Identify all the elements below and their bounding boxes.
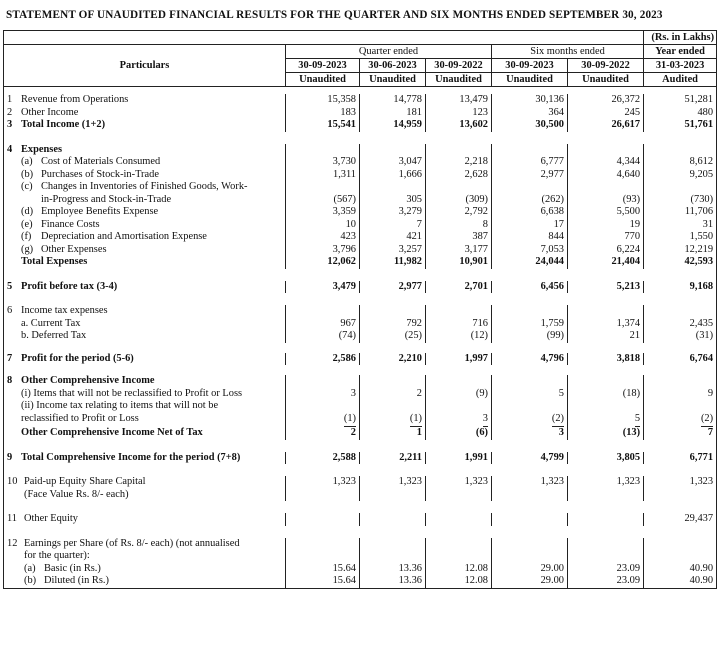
value-cell: (2) bbox=[492, 413, 568, 428]
row-label: (a) Cost of Materials Consumed bbox=[4, 156, 286, 169]
date-header: 30-09-2022 bbox=[426, 59, 492, 73]
value-cell: 23.09 bbox=[568, 563, 644, 576]
value-cell: 2,792 bbox=[426, 206, 492, 219]
value-cell: 3,479 bbox=[286, 281, 360, 294]
row-label: reclassified to Profit or Loss bbox=[4, 413, 286, 428]
value-cell: 421 bbox=[360, 231, 426, 244]
table-row bbox=[4, 427, 717, 440]
table-row bbox=[4, 318, 717, 331]
table-row bbox=[4, 244, 717, 257]
value-cell: 480 bbox=[644, 107, 717, 120]
value-cell: 3,796 bbox=[286, 244, 360, 257]
table-row bbox=[4, 330, 717, 343]
value-cell: 2,701 bbox=[426, 281, 492, 294]
value-cell: 40.90 bbox=[644, 575, 717, 588]
value-cell: 42,593 bbox=[644, 256, 717, 269]
table-row bbox=[4, 388, 717, 401]
value-cell: 6,777 bbox=[492, 156, 568, 169]
value-cell: 13.36 bbox=[360, 563, 426, 576]
value-cell: 29,437 bbox=[644, 513, 717, 526]
table-row bbox=[4, 452, 717, 465]
row-label: (b) Diluted (in Rs.) bbox=[4, 575, 286, 588]
value-cell: 6,456 bbox=[492, 281, 568, 294]
table-row bbox=[4, 563, 717, 576]
value-cell: 40.90 bbox=[644, 563, 717, 576]
value-cell: 2,977 bbox=[492, 169, 568, 182]
value-cell: 13.36 bbox=[360, 575, 426, 588]
value-cell: 1,311 bbox=[286, 169, 360, 182]
value-cell: 6,224 bbox=[568, 244, 644, 257]
value-cell bbox=[286, 513, 360, 526]
row-label: for the quarter): bbox=[4, 550, 286, 563]
row-label: b. Deferred Tax bbox=[4, 330, 286, 343]
value-cell: 844 bbox=[492, 231, 568, 244]
table-row bbox=[4, 550, 717, 563]
row-label: 1 Revenue from Operations bbox=[4, 94, 286, 107]
value-cell: 26,617 bbox=[568, 119, 644, 132]
value-cell: 3,177 bbox=[426, 244, 492, 257]
table-row bbox=[4, 144, 717, 157]
date-header: 30-06-2023 bbox=[360, 59, 426, 73]
value-cell bbox=[360, 513, 426, 526]
value-cell: 51,281 bbox=[644, 94, 717, 107]
value-cell: 3 bbox=[426, 413, 492, 428]
value-cell: 11,982 bbox=[360, 256, 426, 269]
table-row bbox=[4, 305, 717, 318]
value-cell bbox=[492, 513, 568, 526]
value-cell: 3 bbox=[492, 427, 568, 440]
status-header: Unaudited bbox=[360, 73, 426, 87]
value-cell: 51,761 bbox=[644, 119, 717, 132]
value-cell: 183 bbox=[286, 107, 360, 120]
value-cell: (2) bbox=[644, 413, 717, 428]
row-label: 11 Other Equity bbox=[4, 513, 286, 526]
row-label: (ii) Income tax relating to items that will not be bbox=[4, 400, 286, 413]
value-cell: 3,257 bbox=[360, 244, 426, 257]
value-cell: 716 bbox=[426, 318, 492, 331]
value-cell: 9,168 bbox=[644, 281, 717, 294]
value-cell: (31) bbox=[644, 330, 717, 343]
value-cell: (99) bbox=[492, 330, 568, 343]
value-cell: 4,344 bbox=[568, 156, 644, 169]
status-header: Audited bbox=[644, 73, 717, 87]
table-row bbox=[4, 413, 717, 428]
row-label: in-Progress and Stock-in-Trade bbox=[4, 194, 286, 207]
value-cell: 5,213 bbox=[568, 281, 644, 294]
table-row bbox=[4, 156, 717, 169]
value-cell: (13) bbox=[568, 427, 644, 440]
value-cell: 1,323 bbox=[492, 476, 568, 489]
value-cell: 19 bbox=[568, 219, 644, 232]
status-header: Unaudited bbox=[286, 73, 360, 87]
value-cell: 6,638 bbox=[492, 206, 568, 219]
value-cell: 29.00 bbox=[492, 575, 568, 588]
value-cell: 792 bbox=[360, 318, 426, 331]
table-row bbox=[4, 281, 717, 294]
row-label: 10 Paid-up Equity Share Capital bbox=[4, 476, 286, 489]
value-cell: 24,044 bbox=[492, 256, 568, 269]
table-row bbox=[4, 353, 717, 366]
value-cell: 10 bbox=[286, 219, 360, 232]
value-cell: (74) bbox=[286, 330, 360, 343]
value-cell: 123 bbox=[426, 107, 492, 120]
value-cell: 5 bbox=[568, 413, 644, 428]
date-header: 31-03-2023 bbox=[644, 59, 717, 73]
table-row bbox=[4, 256, 717, 269]
six-months-header: Six months ended bbox=[492, 45, 644, 59]
value-cell: 1,997 bbox=[426, 353, 492, 366]
value-cell: 245 bbox=[568, 107, 644, 120]
value-cell: 17 bbox=[492, 219, 568, 232]
value-cell: (9) bbox=[426, 388, 492, 401]
value-cell: 3,047 bbox=[360, 156, 426, 169]
value-cell: 1,323 bbox=[286, 476, 360, 489]
value-cell: 7,053 bbox=[492, 244, 568, 257]
row-label: 2 Other Income bbox=[4, 107, 286, 120]
table-row bbox=[4, 219, 717, 232]
value-cell: 1,374 bbox=[568, 318, 644, 331]
row-label: 12 Earnings per Share (of Rs. 8/- each) (not annualised bbox=[4, 538, 286, 551]
value-cell: 1,323 bbox=[644, 476, 717, 489]
value-cell: 1,550 bbox=[644, 231, 717, 244]
date-header: 30-09-2023 bbox=[492, 59, 568, 73]
statement-title: STATEMENT OF UNAUDITED FINANCIAL RESULTS FOR THE QUARTER AND SIX MONTHS ENDED SEPTEMBER 30, 2023 bbox=[6, 9, 663, 21]
value-cell: 31 bbox=[644, 219, 717, 232]
row-label: (Face Value Rs. 8/- each) bbox=[4, 489, 286, 502]
value-cell: 2,211 bbox=[360, 452, 426, 465]
value-cell: 30,136 bbox=[492, 94, 568, 107]
row-label: (a) Basic (in Rs.) bbox=[4, 563, 286, 576]
table-row bbox=[4, 575, 717, 588]
value-cell: 11,706 bbox=[644, 206, 717, 219]
value-cell: 2,218 bbox=[426, 156, 492, 169]
value-cell: 9,205 bbox=[644, 169, 717, 182]
value-cell: 3,730 bbox=[286, 156, 360, 169]
value-cell: 13,479 bbox=[426, 94, 492, 107]
row-label: (g) Other Expenses bbox=[4, 244, 286, 257]
table-row bbox=[4, 538, 717, 551]
value-cell: 5,500 bbox=[568, 206, 644, 219]
value-cell: 2,435 bbox=[644, 318, 717, 331]
table-row bbox=[4, 107, 717, 120]
table-row bbox=[4, 400, 717, 413]
value-cell: 1,323 bbox=[568, 476, 644, 489]
value-cell: 1,666 bbox=[360, 169, 426, 182]
row-label: 7 Profit for the period (5-6) bbox=[4, 353, 286, 366]
value-cell: 181 bbox=[360, 107, 426, 120]
value-cell: 2,210 bbox=[360, 353, 426, 366]
row-label: Total Expenses bbox=[4, 256, 286, 269]
value-cell: 3 bbox=[286, 388, 360, 401]
value-cell: 2,628 bbox=[426, 169, 492, 182]
value-cell: (6) bbox=[426, 427, 492, 440]
table-row bbox=[4, 513, 717, 526]
value-cell: 2 bbox=[286, 427, 360, 440]
value-cell: 14,778 bbox=[360, 94, 426, 107]
year-ended-header: Year ended bbox=[644, 45, 717, 59]
value-cell: 1,991 bbox=[426, 452, 492, 465]
value-cell: 4,799 bbox=[492, 452, 568, 465]
value-cell: 2,977 bbox=[360, 281, 426, 294]
row-label: Other Comprehensive Income Net of Tax bbox=[4, 427, 286, 440]
value-cell: (567) bbox=[286, 194, 360, 207]
value-cell: 29.00 bbox=[492, 563, 568, 576]
value-cell: (93) bbox=[568, 194, 644, 207]
value-cell: 7 bbox=[360, 219, 426, 232]
value-cell: 5 bbox=[492, 388, 568, 401]
row-label: 6 Income tax expenses bbox=[4, 305, 286, 318]
value-cell: 15,541 bbox=[286, 119, 360, 132]
value-cell: 23.09 bbox=[568, 575, 644, 588]
value-cell: 3,359 bbox=[286, 206, 360, 219]
status-header: Unaudited bbox=[568, 73, 644, 87]
status-header: Unaudited bbox=[492, 73, 568, 87]
value-cell: 15.64 bbox=[286, 575, 360, 588]
value-cell: 12,219 bbox=[644, 244, 717, 257]
row-label: a. Current Tax bbox=[4, 318, 286, 331]
value-cell: 1,759 bbox=[492, 318, 568, 331]
row-label: (c) Changes in Inventories of Finished Goods, Work- bbox=[4, 181, 286, 194]
row-label: 8 Other Comprehensive Income bbox=[4, 375, 286, 388]
table-row bbox=[4, 375, 717, 388]
table-row bbox=[4, 206, 717, 219]
row-label: (b) Purchases of Stock-in-Trade bbox=[4, 169, 286, 182]
value-cell: (18) bbox=[568, 388, 644, 401]
value-cell: 15,358 bbox=[286, 94, 360, 107]
value-cell: 4,640 bbox=[568, 169, 644, 182]
value-cell: 3,805 bbox=[568, 452, 644, 465]
value-cell: 364 bbox=[492, 107, 568, 120]
row-label: (d) Employee Benefits Expense bbox=[4, 206, 286, 219]
table-row bbox=[4, 119, 717, 132]
value-cell: 387 bbox=[426, 231, 492, 244]
quarter-ended-header: Quarter ended bbox=[286, 45, 492, 59]
value-cell: 13,602 bbox=[426, 119, 492, 132]
value-cell: 12,062 bbox=[286, 256, 360, 269]
value-cell: 4,796 bbox=[492, 353, 568, 366]
value-cell bbox=[426, 513, 492, 526]
value-cell: 3,818 bbox=[568, 353, 644, 366]
value-cell: 9 bbox=[644, 388, 717, 401]
table-row bbox=[4, 194, 717, 207]
table-row bbox=[4, 476, 717, 489]
value-cell: 2,586 bbox=[286, 353, 360, 366]
value-cell: 967 bbox=[286, 318, 360, 331]
value-cell: 1,323 bbox=[426, 476, 492, 489]
value-cell: 21 bbox=[568, 330, 644, 343]
value-cell: (25) bbox=[360, 330, 426, 343]
row-label: (e) Finance Costs bbox=[4, 219, 286, 232]
row-label: (i) Items that will not be reclassified to Profit or Loss bbox=[4, 388, 286, 401]
row-label: 5 Profit before tax (3-4) bbox=[4, 281, 286, 294]
value-cell: 2 bbox=[360, 388, 426, 401]
table-row bbox=[4, 94, 717, 107]
value-cell: 7 bbox=[644, 427, 717, 440]
value-cell: 1 bbox=[360, 427, 426, 440]
header-row-periods bbox=[4, 45, 717, 59]
value-cell: 2,588 bbox=[286, 452, 360, 465]
table-row bbox=[4, 169, 717, 182]
table-row bbox=[4, 489, 717, 502]
particulars-header: Particulars bbox=[4, 45, 286, 87]
value-cell: 6,771 bbox=[644, 452, 717, 465]
value-cell: 10,901 bbox=[426, 256, 492, 269]
header-row-units bbox=[4, 31, 717, 45]
value-cell: 12.08 bbox=[426, 575, 492, 588]
value-cell: 26,372 bbox=[568, 94, 644, 107]
table-row bbox=[4, 181, 717, 194]
value-cell: 305 bbox=[360, 194, 426, 207]
row-label: 3 Total Income (1+2) bbox=[4, 119, 286, 132]
row-label: 9 Total Comprehensive Income for the period (7+8) bbox=[4, 452, 286, 465]
row-label: 4 Expenses bbox=[4, 144, 286, 157]
value-cell: 6,764 bbox=[644, 353, 717, 366]
value-cell: 423 bbox=[286, 231, 360, 244]
value-cell bbox=[568, 513, 644, 526]
date-header: 30-09-2022 bbox=[568, 59, 644, 73]
value-cell: 1,323 bbox=[360, 476, 426, 489]
value-cell: (12) bbox=[426, 330, 492, 343]
value-cell: (1) bbox=[286, 413, 360, 428]
value-cell: 3,279 bbox=[360, 206, 426, 219]
value-cell: (1) bbox=[360, 413, 426, 428]
row-label: (f) Depreciation and Amortisation Expense bbox=[4, 231, 286, 244]
status-header: Unaudited bbox=[426, 73, 492, 87]
value-cell: 8,612 bbox=[644, 156, 717, 169]
financial-results-table bbox=[3, 30, 717, 589]
value-cell: 770 bbox=[568, 231, 644, 244]
value-cell: 12.08 bbox=[426, 563, 492, 576]
value-cell: (309) bbox=[426, 194, 492, 207]
value-cell: (730) bbox=[644, 194, 717, 207]
value-cell: 30,500 bbox=[492, 119, 568, 132]
value-cell: 14,959 bbox=[360, 119, 426, 132]
units-label: (Rs. in Lakhs) bbox=[644, 31, 717, 45]
date-header: 30-09-2023 bbox=[286, 59, 360, 73]
value-cell: 15.64 bbox=[286, 563, 360, 576]
value-cell: (262) bbox=[492, 194, 568, 207]
value-cell: 8 bbox=[426, 219, 492, 232]
table-row bbox=[4, 231, 717, 244]
value-cell: 21,404 bbox=[568, 256, 644, 269]
